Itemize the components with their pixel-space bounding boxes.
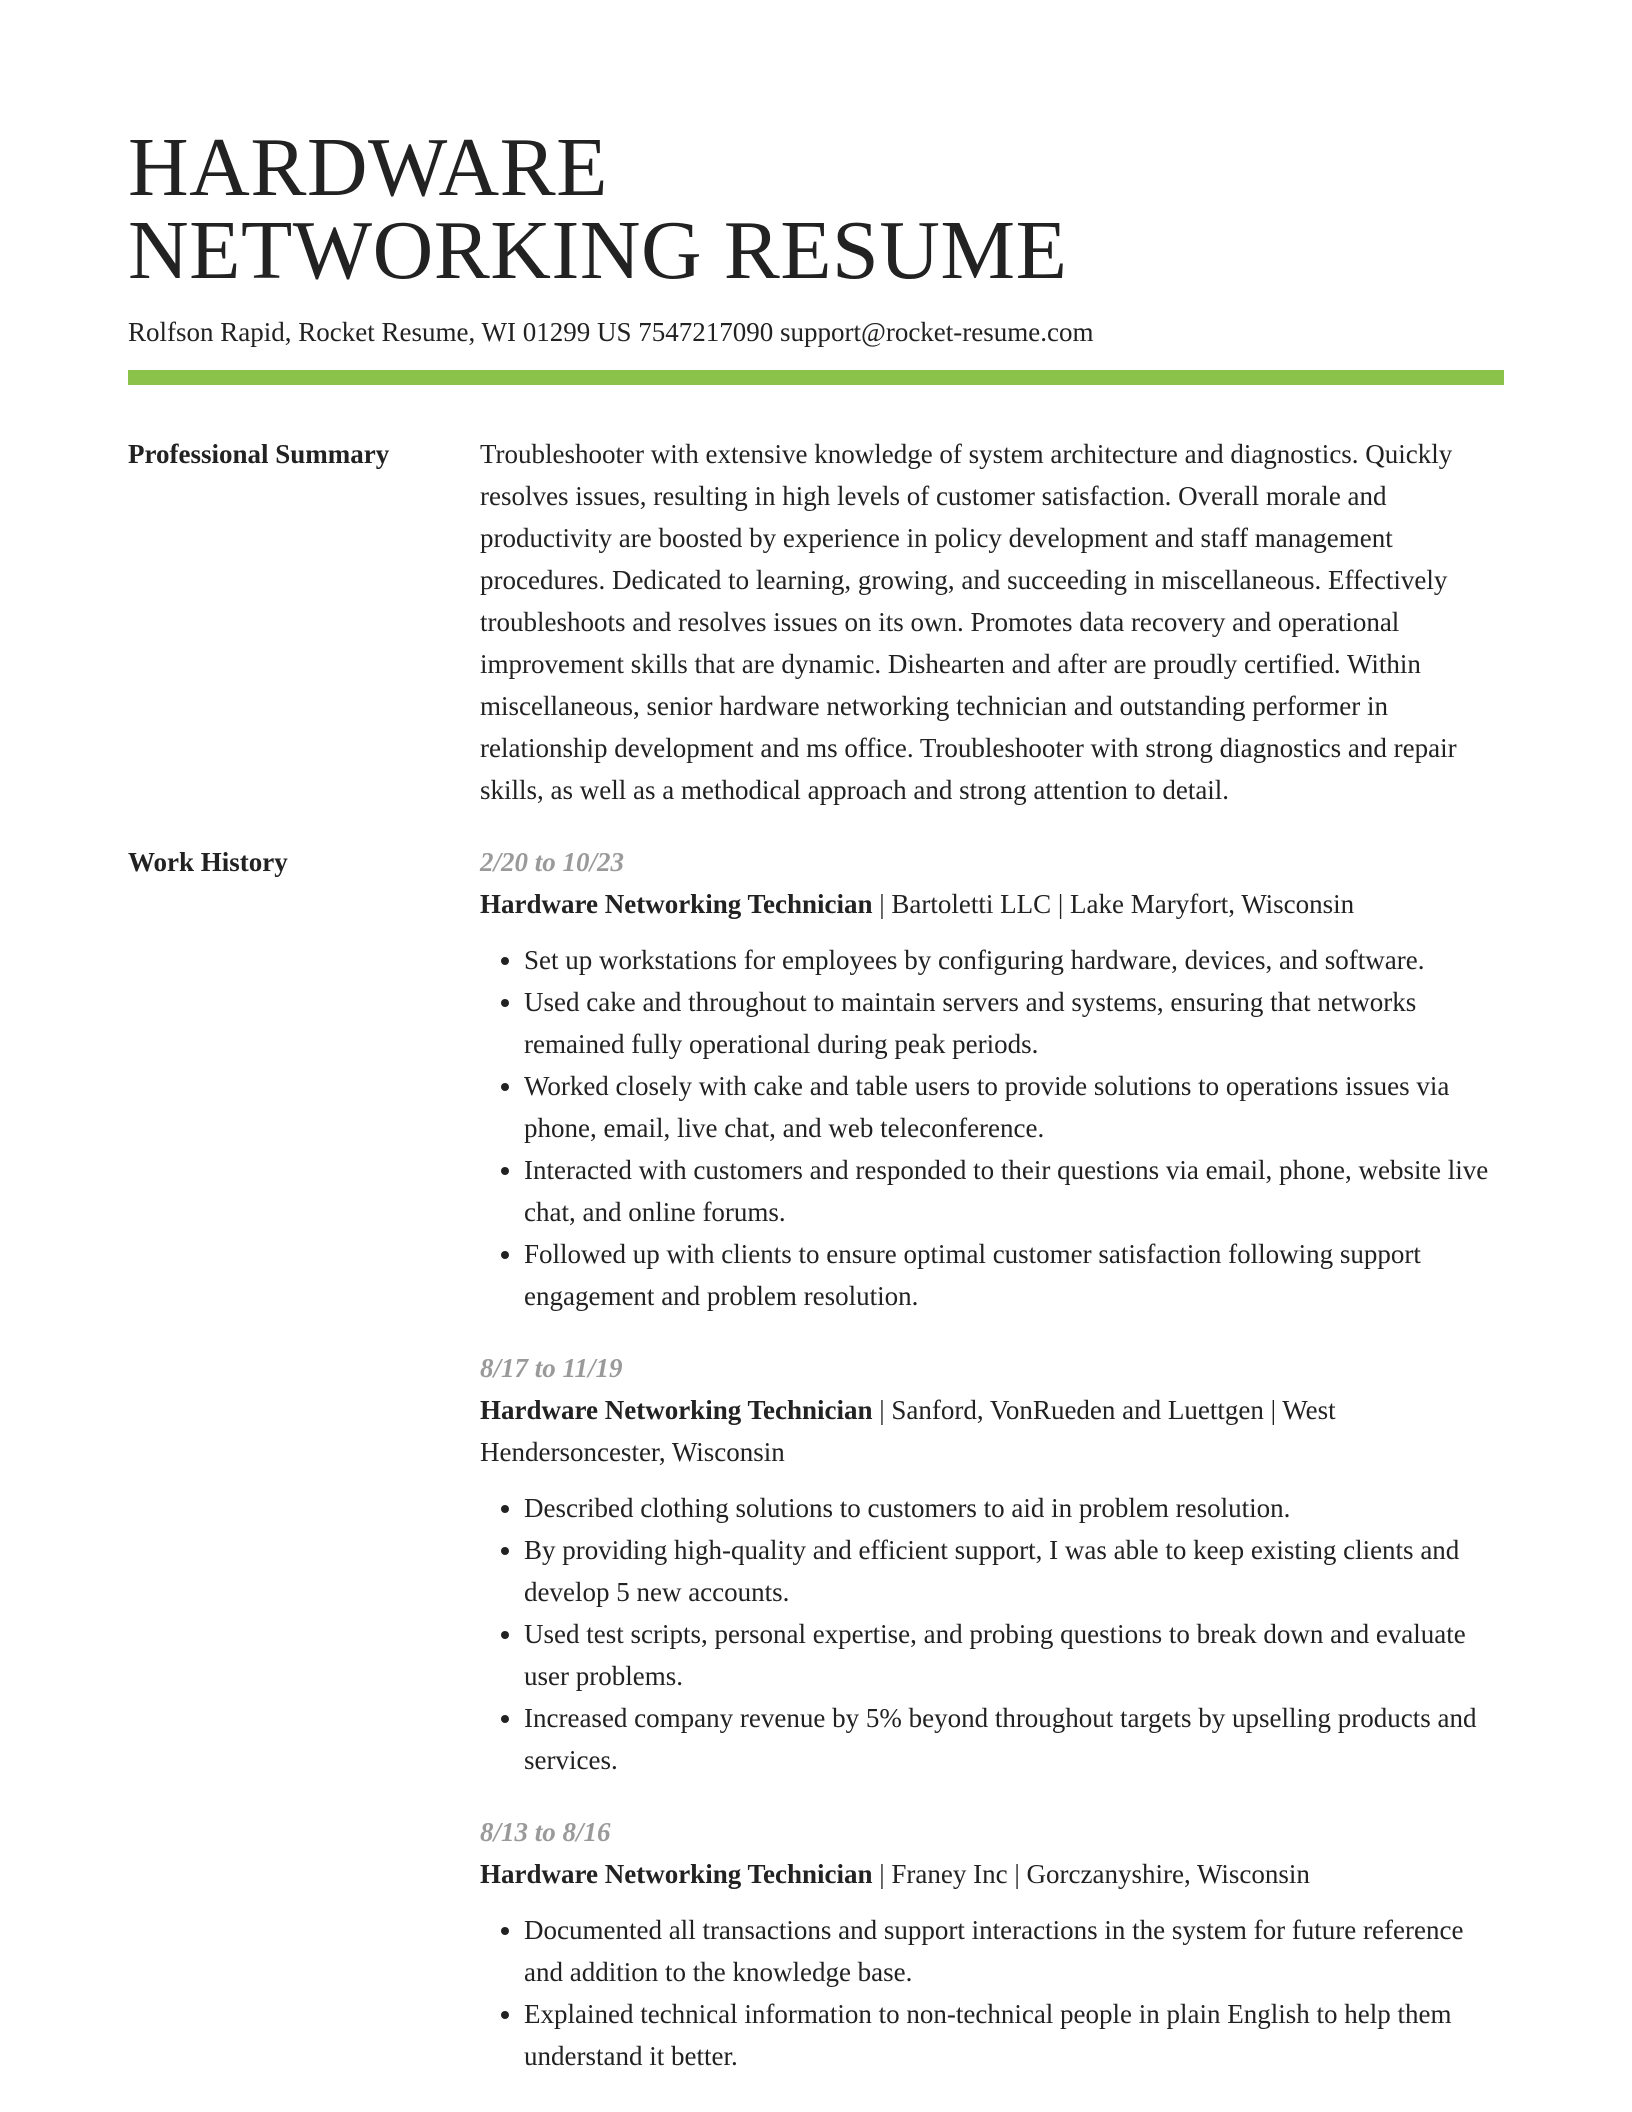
job-entry xyxy=(480,841,1504,1317)
professional-summary-section xyxy=(128,433,1504,811)
job-details: | Franey Inc | Gorczanyshire, Wisconsin xyxy=(872,1859,1310,1889)
job-bullets xyxy=(480,1909,1504,2077)
job-title: Hardware Networking Technician xyxy=(480,889,873,919)
list-item: • Worked closely with cake and table users to provide solutions to operations issues via phone, email, live chat, and web teleconference. xyxy=(524,1065,1504,1149)
list-item: • Interacted with customers and responded to their questions via email, phone, website live chat, and online forums. xyxy=(524,1149,1504,1233)
list-item: • By providing high-quality and efficient support, I was able to keep existing clients and develop 5 new accounts. xyxy=(524,1529,1504,1613)
resume-page xyxy=(128,121,1504,2107)
list-item: • Explained technical information to non-technical people in plain English to help them understand it better. xyxy=(524,1993,1504,2077)
job-heading xyxy=(480,1853,1504,1895)
job-heading xyxy=(480,883,1504,925)
job-details: | Sanford, VonRueden and Luettgen | West Hendersoncester, Wisconsin xyxy=(480,1395,1336,1467)
job-title: Hardware Networking Technician xyxy=(480,1859,873,1889)
work-history-section xyxy=(128,841,1504,2107)
list-item: • Used cake and throughout to maintain servers and systems, ensuring that networks remained fully operational during peak periods. xyxy=(524,981,1504,1065)
summary-text: Troubleshooter with extensive knowledge of system architecture and diagnostics. Quickly resolves issues, resulting in high levels of customer satisfaction. Overall morale and productivity are boosted by experience in policy development and staff management procedures. Dedicated to learning, growing, and succeeding in miscellaneous. Effectively troubleshoots and resolves issues on its own. Promotes data recovery and operational improvement skills that are dynamic. Dishearten and after are proudly certified. Within miscellaneous, senior hardware networking technician and outstanding performer in relationship development and ms office. Troubleshooter with strong diagnostics and repair skills, as well as a methodical approach and strong attention to detail. xyxy=(480,439,1457,805)
list-item: • Used test scripts, personal expertise, and probing questions to break down and evaluate user problems. xyxy=(524,1613,1504,1697)
job-dates: 2/20 to 10/23 xyxy=(480,847,625,877)
contact-line: Rolfson Rapid, Rocket Resume, WI 01299 US 7547217090 support@rocket-resume.com xyxy=(128,317,1094,347)
list-item: • Set up workstations for employees by configuring hardware, devices, and software. xyxy=(524,939,1504,981)
job-heading xyxy=(480,1389,1504,1473)
job-entry xyxy=(480,1811,1504,2077)
job-dates: 8/17 to 11/19 xyxy=(480,1353,623,1383)
title-line-1: HARDWARE xyxy=(128,121,608,214)
list-item: • Described clothing solutions to customers to aid in problem resolution. xyxy=(524,1487,1504,1529)
section-label-summary: Professional Summary xyxy=(128,439,390,469)
resume-title xyxy=(128,121,1504,297)
list-item: • Documented all transactions and support interactions in the system for future reference and addition to the knowledge base. xyxy=(524,1909,1504,1993)
job-entry xyxy=(480,1347,1504,1781)
list-item: • Followed up with clients to ensure optimal customer satisfaction following support engagement and problem resolution. xyxy=(524,1233,1504,1317)
job-dates: 8/13 to 8/16 xyxy=(480,1817,611,1847)
section-label-work: Work History xyxy=(128,847,288,877)
list-item: • Increased company revenue by 5% beyond throughout targets by upselling products and services. xyxy=(524,1697,1504,1781)
accent-divider xyxy=(128,370,1504,385)
job-bullets xyxy=(480,939,1504,1317)
title-line-2: NETWORKING RESUME xyxy=(128,204,1068,297)
job-bullets xyxy=(480,1487,1504,1781)
job-details: | Bartoletti LLC | Lake Maryfort, Wisconsin xyxy=(872,889,1355,919)
work-history-list xyxy=(480,841,1504,2107)
job-title: Hardware Networking Technician xyxy=(480,1395,873,1425)
